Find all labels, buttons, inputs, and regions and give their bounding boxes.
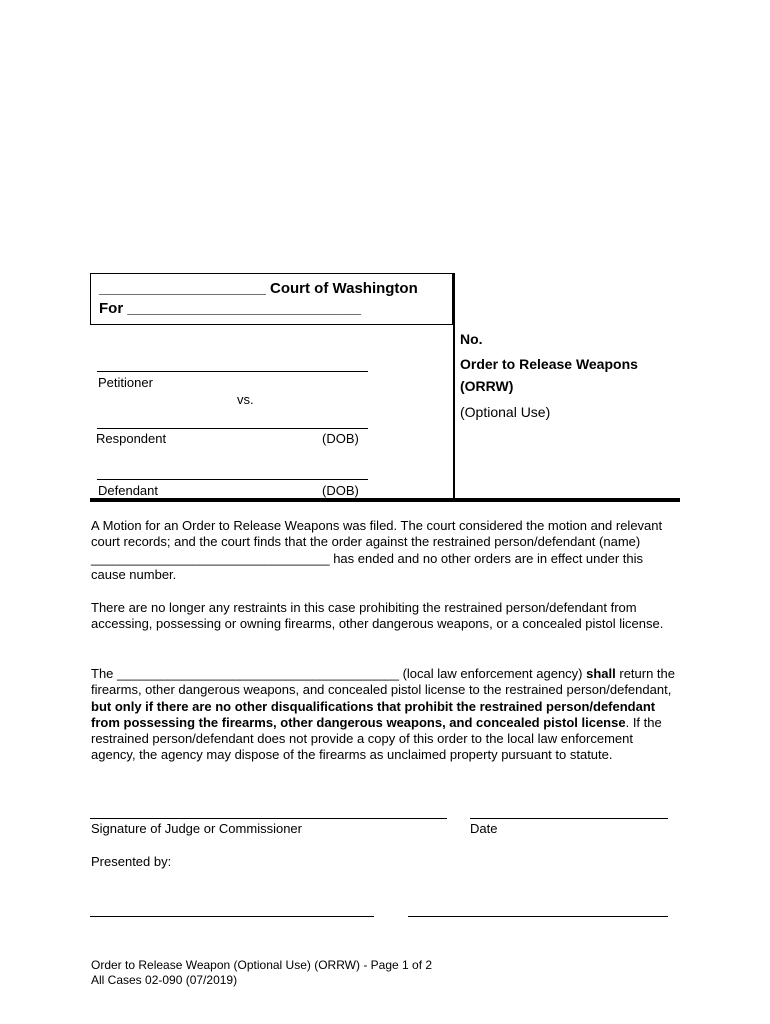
judge-signature-line xyxy=(90,818,447,819)
order-abbreviation: (ORRW) xyxy=(460,378,514,394)
petitioner-line xyxy=(97,371,368,372)
case-number-label: No. xyxy=(460,331,483,347)
judge-signature-label: Signature of Judge or Commissioner xyxy=(91,821,302,836)
petitioner-label: Petitioner xyxy=(98,375,153,390)
paragraph-return-order xyxy=(91,666,681,764)
paragraph-findings: A Motion for an Order to Release Weapons was filed. The court considered the motion and relevant court records; and the court finds that the order against the restrained person/defendant (name) _________________________________ has ended and no other orders are in effect under this cause number. xyxy=(91,518,663,582)
defendant-line xyxy=(97,479,368,480)
order-title: Order to Release Weapons xyxy=(460,356,638,372)
return-order-condition: but only if there are no other disqualifications that prohibit the restrained person/defendant from possessing the firearms, other dangerous weapons, and concealed pistol license xyxy=(91,698,656,730)
order-subtitle: (Optional Use) xyxy=(460,404,551,420)
respondent-line xyxy=(97,428,368,429)
footer-form-number: All Cases 02-090 (07/2019) xyxy=(91,973,238,987)
presenter-signature-line xyxy=(90,916,374,917)
return-order-start: The _______________________________________ (local law enforcement agency) xyxy=(91,666,587,681)
return-order-shall: shall xyxy=(586,666,616,681)
defendant-label: Defendant xyxy=(98,483,158,498)
date-line xyxy=(470,818,668,819)
defendant-dob-label: (DOB) xyxy=(322,483,359,498)
return-order-mid: return the firearms, other dangerous weapons, and concealed pistol license to the restrained person/defendant, xyxy=(91,666,676,698)
presenter-info-line xyxy=(408,916,668,917)
court-header-box xyxy=(90,273,453,325)
vs-label: vs. xyxy=(237,392,254,407)
return-order-end: . If the restrained person/defendant does not provide a copy of this order to the local law enforcement agency, the agency may dispose of the firearms as unclaimed property pursuant to statute. xyxy=(91,714,662,763)
court-name-line: ____________________ Court of Washington xyxy=(99,280,418,297)
court-for-line: For ____________________________ xyxy=(99,300,361,317)
date-label: Date xyxy=(470,821,498,836)
footer-form-title: Order to Release Weapon (Optional Use) (ORRW) - Page 1 of 2 xyxy=(91,958,433,972)
respondent-dob-label: (DOB) xyxy=(322,431,359,446)
respondent-label: Respondent xyxy=(96,431,167,446)
presented-by-label: Presented by: xyxy=(91,854,172,869)
caption-bottom-rule xyxy=(90,498,680,502)
paragraph-no-restraints: There are no longer any restraints in this case prohibiting the restrained person/defendant from accessing, possessing or owning firearms, other dangerous weapons, or a concealed pistol license. xyxy=(91,600,664,632)
